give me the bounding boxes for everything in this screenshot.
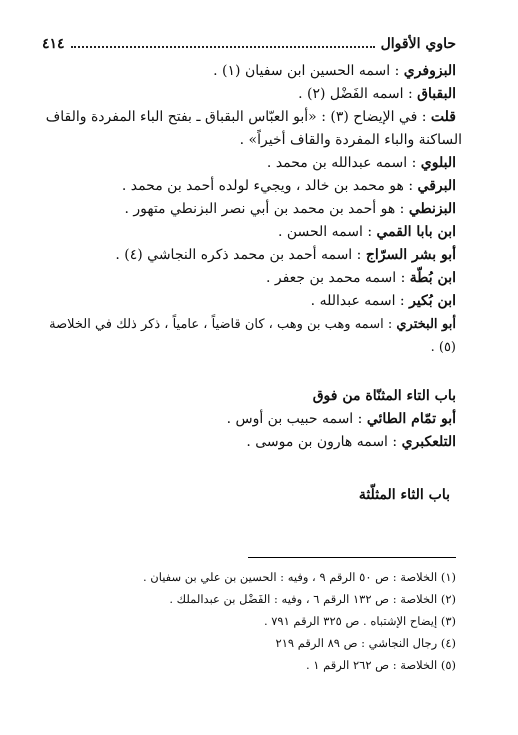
entry-text: : هو محمد بن خالد ، ويجيء لولده أحمد بن محمد . — [121, 178, 414, 194]
entry-name: البزنطي — [408, 201, 456, 217]
entry-text: : هو أحمد بن محمد بن أبي نصر البزنطي متهور . — [124, 201, 405, 217]
running-title: حاوي الأقوال — [380, 36, 456, 52]
footnote-separator — [248, 557, 456, 558]
entry-name: أبو بشر السرّاج — [365, 247, 456, 263]
entry-name: أبو تمّام الطائي — [366, 411, 456, 427]
page-body — [30, 60, 462, 507]
entry-name: البلوي — [420, 155, 456, 171]
entry — [30, 152, 456, 175]
entry-text: : اسمه محمد بن جعفر . — [265, 270, 406, 286]
spacer — [30, 359, 456, 385]
entry-name: التلعكبري — [401, 434, 456, 450]
spacer — [30, 454, 456, 484]
entry-name: البرقي — [417, 178, 456, 194]
entry — [30, 244, 456, 267]
running-header — [34, 34, 456, 54]
footnote: (٢) الخلاصة : ص ١٣٢ الرقم ٦ ، وفيه : الفَضْل بن عبدالملك . — [169, 592, 456, 606]
page-number: ٤١٤ — [42, 36, 65, 52]
entry — [30, 221, 456, 244]
entry — [30, 175, 456, 198]
entry-text: : اسمه هارون بن موسى . — [246, 434, 398, 450]
entry — [30, 290, 456, 313]
entry — [30, 106, 456, 129]
footnote: (٤) رجال النجاشي : ص ٨٩ الرقم ٢١٩ — [275, 636, 456, 650]
entry-text: : اسمه أحمد بن محمد ذكره النجاشي (٤) . — [115, 247, 362, 263]
section-heading: باب التاء المثنّاة من فوق — [312, 388, 456, 404]
entry-text: : اسمه عبدالله بن محمد . — [266, 155, 417, 171]
entry — [30, 408, 456, 431]
header-leader-dots — [71, 46, 375, 48]
section-heading: باب الثاء المثلّثة — [358, 487, 450, 503]
entry-name: أبو البختري — [396, 317, 456, 332]
entry-text: الساكنة والباء المفردة والقاف أخيراً» . — [239, 132, 462, 148]
entry-name: قلت — [430, 109, 456, 125]
entry-name: البزوفري — [403, 63, 456, 79]
entry-name: ابن بُطّة — [409, 270, 456, 286]
entry-name: البقباق — [417, 86, 456, 102]
entry-text: : اسمه الحسن . — [277, 224, 373, 240]
entry-text: : في الإيضاح (٣) : «أبو العبّاس البقباق ـ بفتح الباء المفردة والقاف — [45, 109, 427, 125]
entry — [30, 431, 456, 454]
entry — [30, 267, 456, 290]
entry-text: : اسمه وهب بن وهب ، كان قاضياً ، عامياً ، ذكر ذلك في الخلاصة (٥) . — [49, 317, 456, 355]
footnote: (٥) الخلاصة : ص ٢٦٢ الرقم ١ . — [305, 658, 456, 672]
footnote: (٣) إيضاح الإشتباه . ص ٣٢٥ الرقم ٧٩١ . — [263, 614, 456, 628]
entry-text: : اسمه حبيب بن أوس . — [226, 411, 363, 427]
entry-text: : اسمه الحسين ابن سفيان (١) . — [213, 63, 400, 79]
entry — [30, 198, 456, 221]
footnotes — [30, 566, 456, 676]
entry-name: ابن بابا القمي — [376, 224, 456, 240]
entry — [30, 83, 456, 106]
entry — [30, 60, 456, 83]
footnote: (١) الخلاصة : ص ٥٠ الرقم ٩ ، وفيه : الحسين بن علي بن سفيان . — [142, 570, 456, 584]
entry-text: : اسمه الفَضْل (٢) . — [298, 86, 413, 102]
entry-continuation — [30, 129, 462, 152]
entry — [30, 313, 456, 359]
entry-name: ابن بُكير — [409, 293, 456, 309]
entry-text: : اسمه عبدالله . — [310, 293, 405, 309]
